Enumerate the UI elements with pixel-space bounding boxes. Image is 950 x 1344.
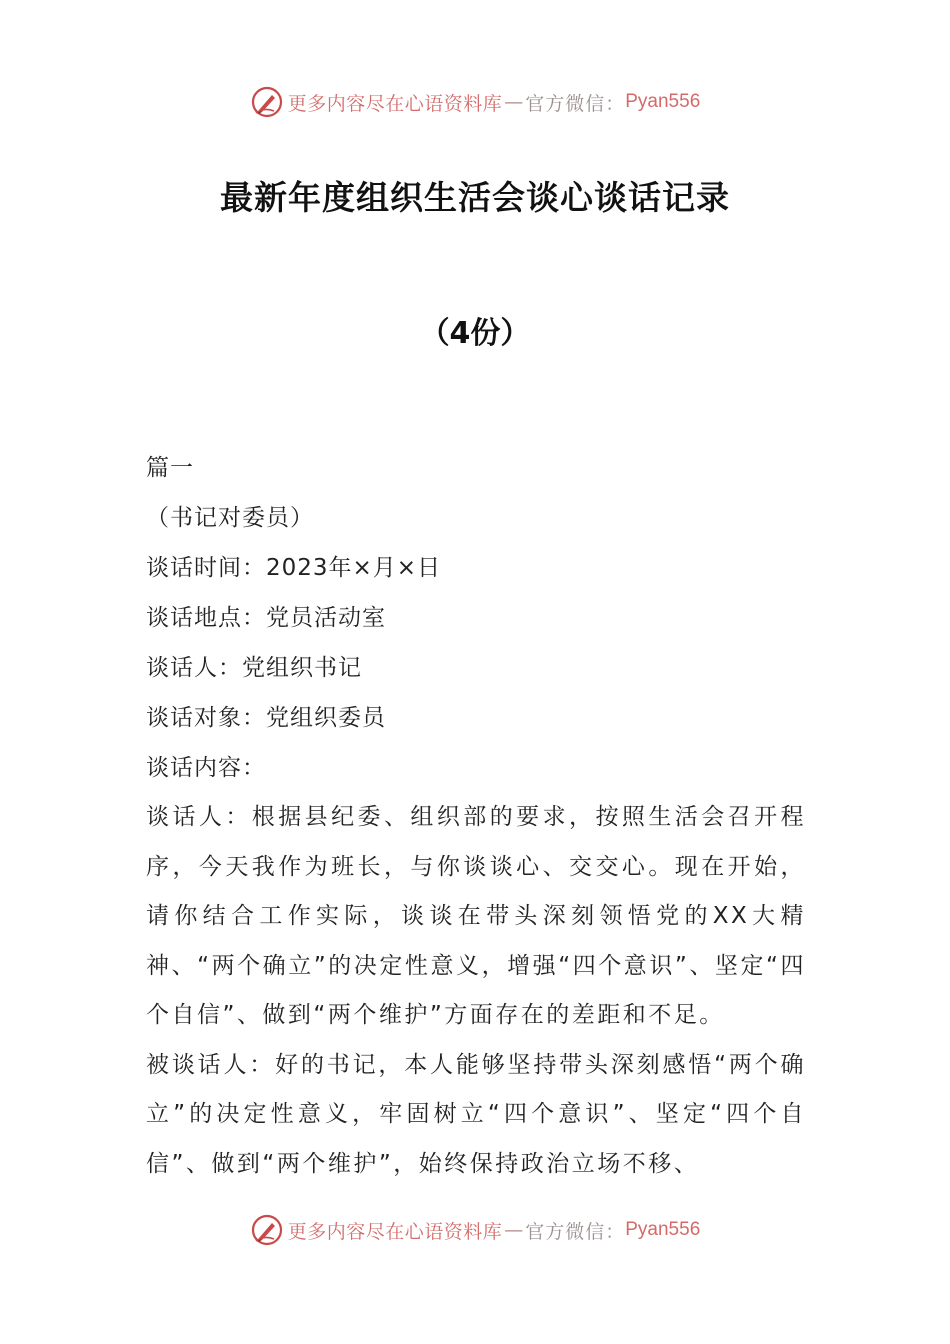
document-title: 最新年度组织生活会谈心谈话记录	[220, 178, 730, 217]
talk-content-label: 谈话内容：	[146, 755, 266, 781]
talk-time: 谈话时间：2023年×月×日	[146, 555, 442, 581]
watermark-banner-bottom	[0, 1210, 950, 1250]
section-role: （书记对委员）	[146, 505, 314, 531]
paragraph-respondent: 被谈话人：好的书记，本人能够坚持带头深刻感悟“两个确立”的决定性意义，牢固树立“四个意识”、坚定“四个自信”、做到“两个维护”，始终保持政治立场不移、	[146, 1051, 806, 1177]
watermark-dash: —	[504, 1219, 524, 1241]
watermark-text-main: 更多内容尽在心语资料库	[287, 1220, 503, 1243]
talk-speaker: 谈话人：党组织书记	[146, 655, 362, 681]
document-subtitle: （4份）	[419, 316, 531, 351]
section-heading: 篇一	[146, 455, 194, 481]
pen-logo-icon	[250, 85, 284, 119]
watermark-banner-top	[0, 82, 950, 122]
watermark-text-id: Pyan556	[625, 1219, 701, 1240]
watermark-dash: —	[504, 91, 524, 113]
watermark-text-wechat: 官方微信：	[525, 92, 626, 115]
talk-place: 谈话地点：党员活动室	[146, 605, 386, 631]
paragraph-speaker: 谈话人：根据县纪委、组织部的要求，按照生活会召开程序，今天我作为班长，与你谈谈心、交交心。现在开始，请你结合工作实际，谈谈在带头深刻领悟党的XX大精神、“两个确立”的决定性意义，增强“四个意识”、坚定“四个自信”、做到“两个维护”方面存在的差距和不足。	[146, 804, 806, 1028]
pen-logo-icon	[250, 1213, 284, 1247]
watermark-text-wechat: 官方微信：	[525, 1220, 626, 1243]
watermark-text-main: 更多内容尽在心语资料库	[287, 92, 503, 115]
watermark-text-id: Pyan556	[625, 91, 701, 112]
talk-target: 谈话对象：党组织委员	[146, 705, 386, 731]
document-body	[146, 443, 806, 1189]
